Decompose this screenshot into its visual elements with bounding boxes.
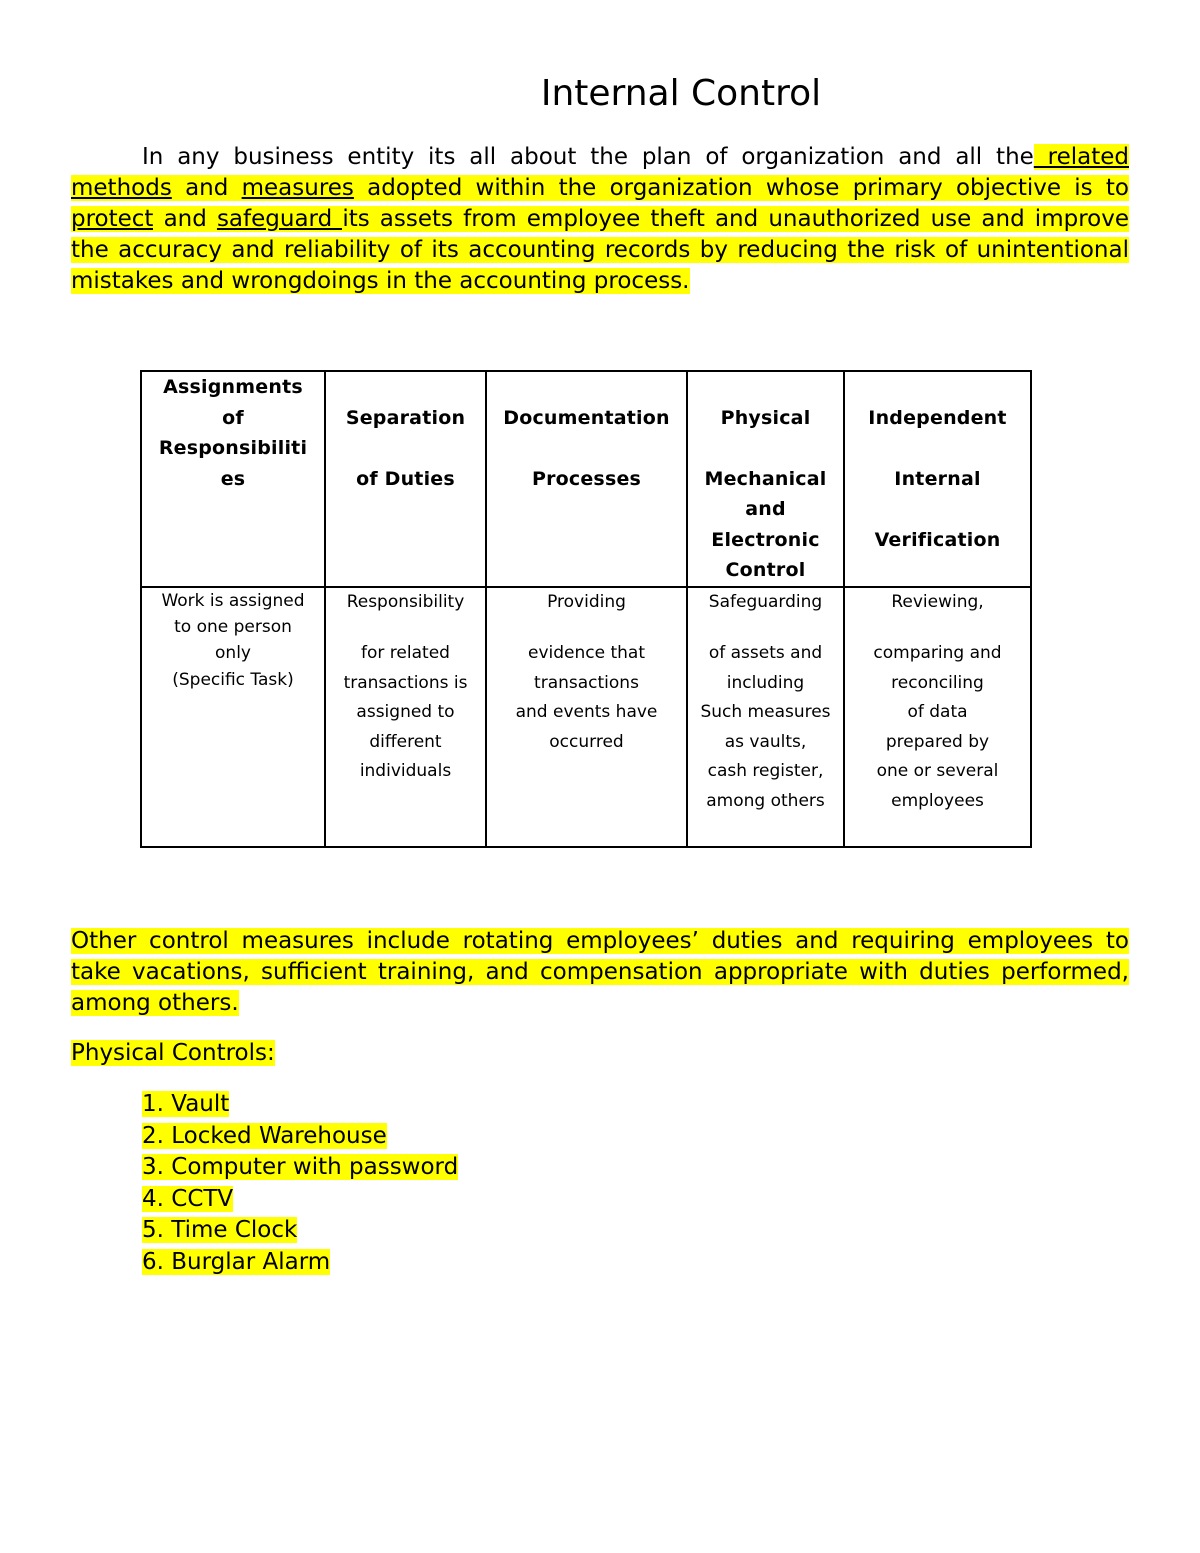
body-line: Reviewing, [891,591,984,612]
body-line [332,617,479,639]
intro-and-1: and [171,175,242,201]
physical-controls-list [142,1089,458,1278]
intro-safeguard: safeguard [216,206,343,232]
header-line: of Duties [356,467,455,490]
internal-control-table [140,370,1032,848]
list-item-text: 4. CCTV [142,1185,234,1212]
intro-text-3: whose primary objective is to [752,175,1129,201]
body-line: prepared by [885,731,990,752]
list-item [142,1089,458,1121]
body-line: assigned to [356,702,455,722]
list-item [142,1121,458,1153]
body-line: Work is assigned [161,590,305,611]
header-line [332,433,479,464]
list-item [142,1215,458,1247]
intro-related: related [1033,144,1129,170]
intro-and-2: and [153,206,217,232]
body-line: of assets and [708,643,823,663]
body-line: and events have [515,702,658,722]
body-line: Providing [547,591,626,612]
header-line: Mechanical [704,467,827,490]
list-item-text: 5. Time Clock [142,1217,298,1243]
header-line [851,433,1024,464]
header-line: Independent [868,406,1007,429]
intro-text-2: adopted within the organization [353,175,753,201]
table-body-row [141,587,1031,847]
header-line: es [220,467,246,490]
body-line: Responsibility [346,591,465,612]
header-line: Control [725,559,806,581]
header-line [332,372,479,403]
intro-measures: measures [241,175,354,201]
header-cell-documentation [486,371,687,587]
body-line: including [726,672,805,693]
list-item [142,1184,458,1216]
header-line: Responsibiliti [158,437,308,459]
header-line: Processes [531,467,642,490]
body-line: evidence that [528,643,645,663]
header-cell-independent [844,371,1031,587]
list-item-text: 6. Burglar Alarm [142,1248,331,1275]
body-line [493,617,680,639]
body-line: among others [706,790,825,811]
body-cell-separation [325,587,486,847]
intro-text-5: and improve the accuracy and reliability of its accounting records by reducing the risk of unintentional mistakes and wrongdoings in the accounting process. [71,206,1129,294]
header-line: Electronic [711,528,820,551]
body-line: of data [907,702,968,722]
header-line [694,372,837,403]
intro-paragraph [71,142,1129,297]
header-line [851,494,1024,525]
header-cell-separation [325,371,486,587]
header-line: Assignments [163,376,303,398]
page-title: Internal Control [540,73,822,114]
body-line: transactions is [343,672,468,693]
body-cell-physical [687,587,844,847]
intro-text-4: its assets from employee theft and unauthorized use [342,206,972,232]
header-line: Internal [894,467,981,490]
body-line: to one person [174,616,292,637]
header-line: Verification [874,528,1001,551]
header-line [694,433,837,464]
other-measures-paragraph [71,926,1129,1019]
header-line [493,372,680,403]
body-line: only [215,642,251,663]
body-line: different [369,731,442,752]
body-line: Such measures [700,702,831,722]
header-line [493,433,680,464]
header-line: of [222,406,244,429]
physical-controls-label: Physical Controls: [71,1040,275,1066]
intro-protect: protect [71,206,154,232]
body-line [694,617,837,639]
body-line: for related [361,643,450,663]
other-measures-text: Other control measures include rotating employees’ duties and requiring employees to take vacations, sufficient training, and compensation appropriate with duties performed, among others. [71,928,1129,1016]
list-item-text: 3. Computer with password [142,1154,459,1180]
intro-text-1: In any business entity its all about the plan of organization and all the [142,144,1034,170]
body-cell-documentation [486,587,687,847]
header-cell-physical [687,371,844,587]
header-line [851,372,1024,403]
body-cell-assignments [141,587,325,847]
body-line [851,617,1024,639]
body-cell-independent [844,587,1031,847]
body-line: reconciling [891,672,984,693]
list-item-text: 2. Locked Warehouse [142,1122,387,1149]
body-line: Safeguarding [708,591,823,612]
body-line: one or several [876,761,999,781]
header-cell-assignments [141,371,325,587]
physical-controls-heading [71,1038,275,1069]
list-item [142,1247,458,1279]
body-line: occurred [549,731,624,752]
body-line: transactions [534,672,639,693]
body-line: individuals [359,761,452,781]
body-line: employees [891,790,984,811]
body-line: (Specific Task) [172,669,294,690]
header-line: Separation [345,406,466,429]
body-line: cash register, [707,761,824,781]
list-item [142,1152,458,1184]
header-line: Documentation [503,406,670,429]
body-line: comparing and [873,643,1002,663]
header-line: Physical [720,406,811,429]
table-header-row [141,371,1031,587]
intro-methods: methods [71,175,172,201]
body-line: as vaults, [724,731,807,752]
header-line: and [745,498,786,520]
list-item-text: 1. Vault [142,1091,230,1117]
